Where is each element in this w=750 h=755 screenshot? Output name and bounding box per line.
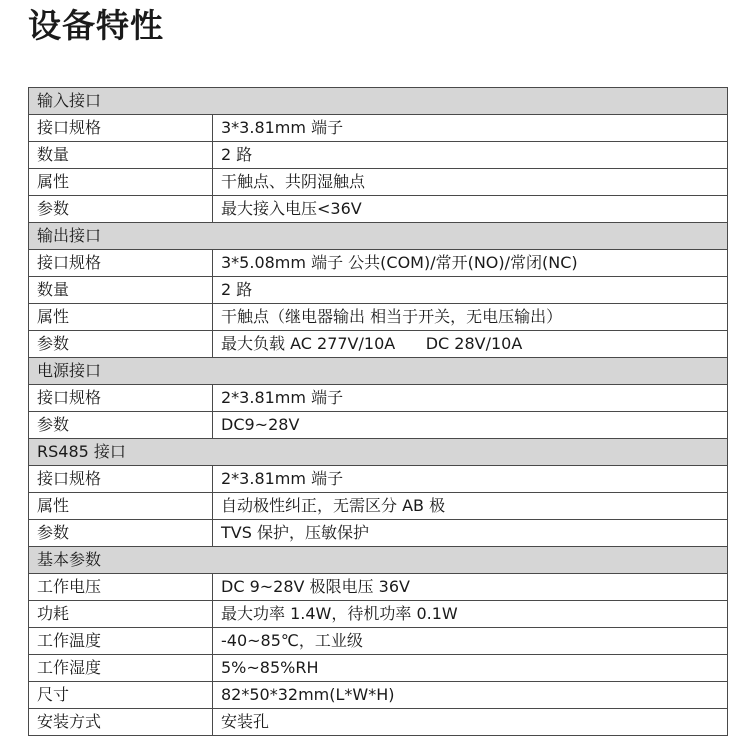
- row-label: 尺寸: [29, 682, 213, 709]
- row-value: -40~85℃，工业级: [213, 628, 728, 655]
- section-header-rs485: [29, 439, 728, 466]
- table-row: [29, 331, 728, 358]
- row-value: TVS 保护，压敏保护: [213, 520, 728, 547]
- row-label: 工作温度: [29, 628, 213, 655]
- section-title: RS485 接口: [29, 439, 728, 466]
- page-title: 设备特性: [28, 6, 164, 45]
- row-label: 参数: [29, 196, 213, 223]
- row-value: 2*3.81mm 端子: [213, 466, 728, 493]
- table-row: [29, 142, 728, 169]
- row-label: 接口规格: [29, 385, 213, 412]
- section-title: 输出接口: [29, 223, 728, 250]
- row-value: DC9~28V: [213, 412, 728, 439]
- spec-table: [28, 87, 728, 736]
- table-row: [29, 250, 728, 277]
- row-label: 参数: [29, 520, 213, 547]
- section-header-power: [29, 358, 728, 385]
- row-value: 最大接入电压<36V: [213, 196, 728, 223]
- row-value: 2 路: [213, 142, 728, 169]
- table-row: [29, 466, 728, 493]
- row-value: 3*3.81mm 端子: [213, 115, 728, 142]
- section-title: 基本参数: [29, 547, 728, 574]
- row-label: 接口规格: [29, 115, 213, 142]
- row-label: 工作电压: [29, 574, 213, 601]
- row-value: 3*5.08mm 端子 公共(COM)/常开(NO)/常闭(NC): [213, 250, 728, 277]
- row-value: 安装孔: [213, 709, 728, 736]
- row-label: 工作湿度: [29, 655, 213, 682]
- row-value: 5%~85%RH: [213, 655, 728, 682]
- row-value: 干触点、共阴湿触点: [213, 169, 728, 196]
- row-value: DC 9~28V 极限电压 36V: [213, 574, 728, 601]
- table-row: [29, 304, 728, 331]
- table-row: [29, 277, 728, 304]
- table-row: [29, 520, 728, 547]
- row-value: 82*50*32mm(L*W*H): [213, 682, 728, 709]
- table-row: [29, 493, 728, 520]
- row-label: 数量: [29, 142, 213, 169]
- row-label: 数量: [29, 277, 213, 304]
- row-label: 接口规格: [29, 466, 213, 493]
- row-value: 最大功率 1.4W，待机功率 0.1W: [213, 601, 728, 628]
- section-title: 输入接口: [29, 88, 728, 115]
- table-row: [29, 574, 728, 601]
- row-value: 自动极性纠正，无需区分 AB 极: [213, 493, 728, 520]
- row-label: 属性: [29, 493, 213, 520]
- row-value: 最大负载 AC 277V/10A DC 28V/10A: [213, 331, 728, 358]
- row-label: 参数: [29, 331, 213, 358]
- table-row: [29, 628, 728, 655]
- table-row: [29, 601, 728, 628]
- row-label: 参数: [29, 412, 213, 439]
- section-header-output: [29, 223, 728, 250]
- table-row: [29, 412, 728, 439]
- row-label: 接口规格: [29, 250, 213, 277]
- section-title: 电源接口: [29, 358, 728, 385]
- row-label: 属性: [29, 304, 213, 331]
- row-label: 功耗: [29, 601, 213, 628]
- row-value: 2 路: [213, 277, 728, 304]
- table-row: [29, 115, 728, 142]
- section-header-basic: [29, 547, 728, 574]
- table-row: [29, 385, 728, 412]
- table-row: [29, 682, 728, 709]
- row-value: 2*3.81mm 端子: [213, 385, 728, 412]
- table-row: [29, 709, 728, 736]
- table-row: [29, 196, 728, 223]
- table-row: [29, 655, 728, 682]
- row-value: 干触点（继电器输出 相当于开关，无电压输出）: [213, 304, 728, 331]
- row-label: 安装方式: [29, 709, 213, 736]
- row-label: 属性: [29, 169, 213, 196]
- section-header-input: [29, 88, 728, 115]
- table-row: [29, 169, 728, 196]
